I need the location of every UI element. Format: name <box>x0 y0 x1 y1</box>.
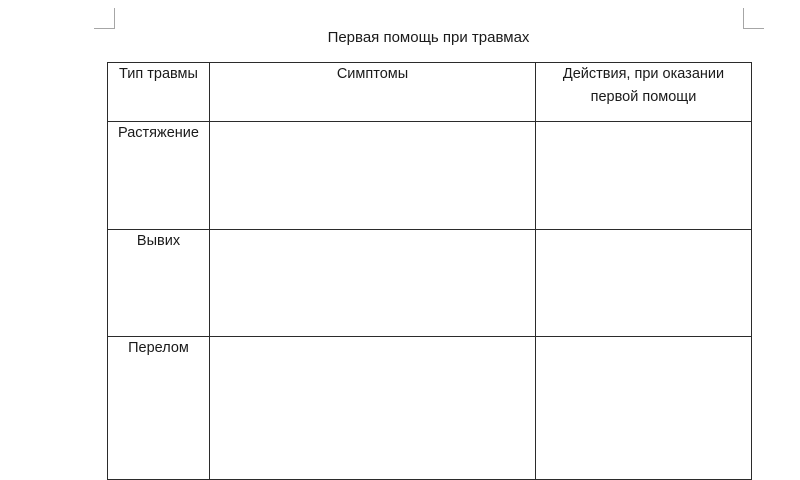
cell-injury-type[interactable]: Перелом <box>108 337 210 480</box>
cell-symptoms[interactable] <box>210 230 536 337</box>
page-corner-mark-top-left <box>94 8 115 29</box>
header-injury-type[interactable]: Тип травмы <box>108 63 210 122</box>
table-row <box>108 122 752 230</box>
cell-injury-type[interactable]: Вывих <box>108 230 210 337</box>
table-row <box>108 230 752 337</box>
first-aid-table <box>107 62 752 480</box>
cell-symptoms[interactable] <box>210 337 536 480</box>
table-header-row <box>108 63 752 122</box>
table-row <box>108 337 752 480</box>
document-title: Первая помощь при травмах <box>327 29 530 46</box>
cell-actions[interactable] <box>536 337 752 480</box>
header-symptoms[interactable]: Симптомы <box>210 63 536 122</box>
cell-injury-type[interactable]: Растяжение <box>108 122 210 230</box>
header-actions[interactable]: Действия, при оказании первой помощи <box>536 63 752 122</box>
page-corner-mark-top-right <box>743 8 764 29</box>
cell-actions[interactable] <box>536 230 752 337</box>
cell-symptoms[interactable] <box>210 122 536 230</box>
cell-actions[interactable] <box>536 122 752 230</box>
